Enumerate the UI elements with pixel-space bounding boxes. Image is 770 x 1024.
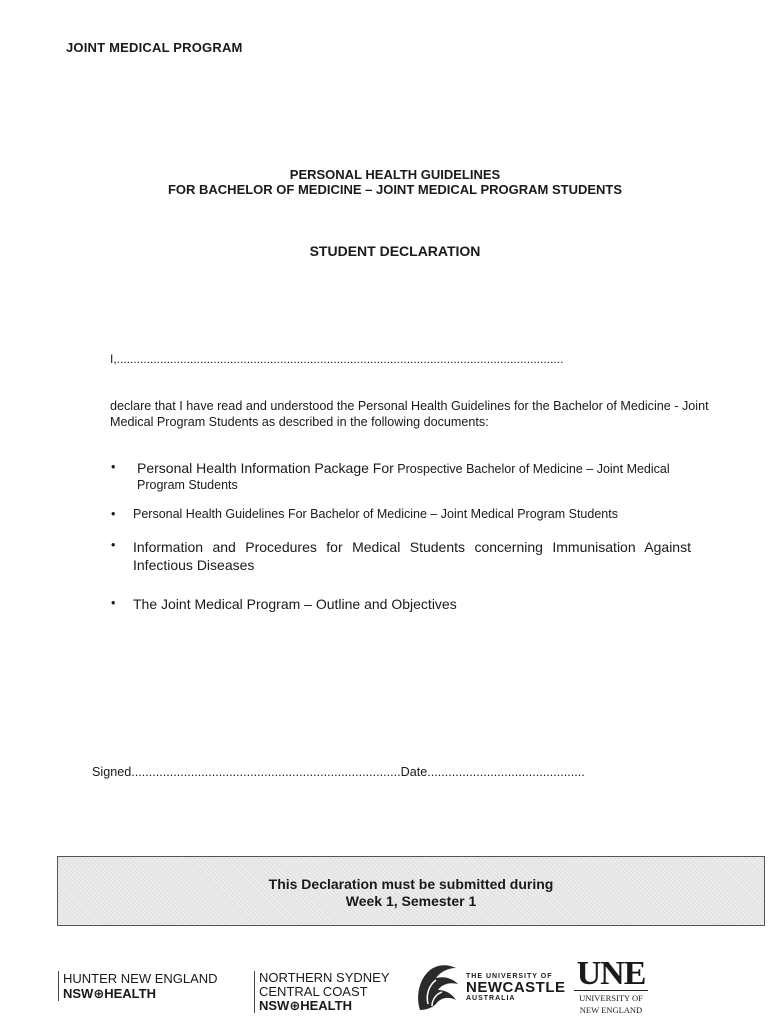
student-name-field[interactable]: I,...................................................................................................................................... [110,352,564,366]
declaration-heading: STUDENT DECLARATION [309,243,481,259]
document-item-3: Information and Procedures for Medical Students concerning Immunisation Against Infectious Diseases [133,539,691,573]
newcastle-logo-text [466,973,566,1002]
hunter-new-england-logo [58,971,218,1001]
bullet-icon: • [111,460,116,474]
notice-line-1: This Declaration must be submitted during [268,876,554,892]
bullet-icon: • [111,507,116,521]
une-logo [574,955,648,1015]
newcastle-prefix: THE UNIVERSITY OF [466,973,553,980]
program-label: JOINT MEDICAL PROGRAM [66,40,243,55]
declaration-statement: declare that I have read and understood the Personal Health Guidelines for the Bachelor of Medicine - Joint Medical Program Students as described in the following documents: [110,399,709,429]
une-line-2: NEW ENGLAND [579,1005,643,1015]
une-line-1: UNIVERSITY OF [579,993,643,1003]
nscc-name-2: CENTRAL COAST [259,984,368,999]
newcastle-name: NEWCASTLE [466,979,566,996]
notice-line-2: Week 1, Semester 1 [345,893,477,909]
northern-sydney-logo [254,971,390,1013]
nscc-name-1: NORTHERN SYDNEY [259,970,390,985]
bullet-icon: • [111,538,116,552]
guidelines-title: PERSONAL HEALTH GUIDELINES [289,167,501,182]
document-item-1-rest: Prospective Bachelor of Medicine – Joint Medical Program Students [137,462,670,492]
submission-notice [57,856,765,926]
document-item-1 [137,460,707,493]
signature-date-field[interactable]: Signed.............................................................................Date............................................. [92,765,585,779]
guidelines-subtitle: FOR BACHELOR OF MEDICINE – JOINT MEDICAL PROGRAM STUDENTS [167,182,623,197]
nscc-nsw-health: NSW⊕HEALTH [259,998,352,1013]
newcastle-country: AUSTRALIA [466,995,516,1002]
newcastle-crest-icon [412,960,464,1021]
document-item-1-emphasis: Personal Health Information Package For [137,460,394,476]
une-mark: UNE [574,958,648,991]
hne-name: HUNTER NEW ENGLAND [63,971,218,986]
document-item-4: The Joint Medical Program – Outline and Objectives [133,596,457,612]
document-item-2: Personal Health Guidelines For Bachelor of Medicine – Joint Medical Program Students [133,507,618,521]
bullet-icon: • [111,596,116,610]
hne-nsw-health: NSW⊕HEALTH [63,986,156,1001]
